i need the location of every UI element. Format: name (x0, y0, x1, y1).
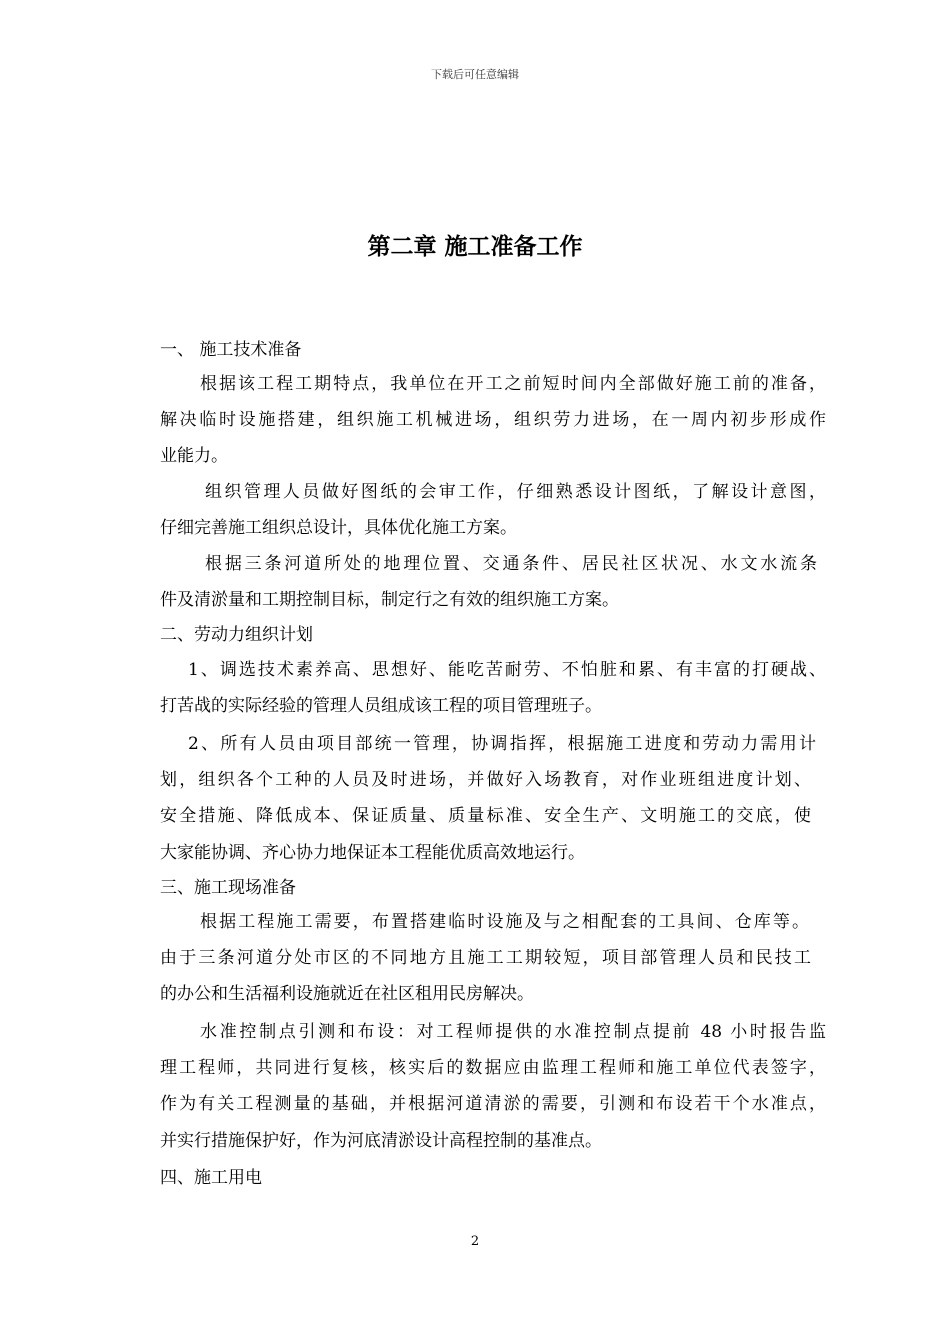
paragraph-line: 的办公和生活福利设施就近在社区租用民房解决。 (160, 984, 534, 1004)
paragraph-line: 件及清淤量和工期控制目标，制定行之有效的组织施工方案。 (160, 590, 619, 610)
paragraph-line: 划，组织各个工种的人员及时进场，并做好入场教育，对作业班组进度计划、 (160, 770, 811, 790)
paragraph-line: 打苦战的实际经验的管理人员组成该工程的项目管理班子。 (160, 696, 602, 716)
paragraph-line: 仔细完善施工组织总设计，具体优化施工方案。 (160, 518, 517, 538)
section-heading-2: 二、劳动力组织计划 (160, 625, 313, 645)
paragraph-line: 并实行措施保护好，作为河底清淤设计高程控制的基准点。 (160, 1131, 602, 1151)
section-heading-3: 三、施工现场准备 (160, 878, 296, 898)
page-header-note: 下载后可任意编辑 (431, 68, 519, 81)
paragraph-line: 根据工程施工需要，布置搭建临时设施及与之相配套的工具间、仓库等。 (200, 912, 809, 932)
paragraph-line: 根据该工程工期特点，我单位在开工之前短时间内全部做好施工前的准备， (200, 374, 826, 394)
paragraph-line: 由于三条河道分处市区的不同地方且施工工期较短，项目部管理人员和民技工 (160, 948, 811, 968)
paragraph-line: 水准控制点引测和布设：对工程师提供的水准控制点提前 48 小时报告监 (200, 1022, 826, 1042)
paragraph-line: 理工程师，共同进行复核，核实后的数据应由监理工程师和施工单位代表签字， (160, 1058, 826, 1078)
paragraph-line: 作为有关工程测量的基础，并根据河道清淤的需要，引测和布设若干个水准点， (160, 1094, 826, 1114)
chapter-title: 第二章 施工准备工作 (367, 233, 583, 260)
paragraph-line: 组织管理人员做好图纸的会审工作，仔细熟悉设计图纸，了解设计意图， (205, 482, 826, 502)
section-heading-4: 四、施工用电 (160, 1168, 262, 1188)
paragraph-line: 大家能协调、齐心协力地保证本工程能优质高效地运行。 (160, 843, 585, 863)
page-number: 2 (470, 1234, 480, 1249)
section-heading-1: 一、 施工技术准备 (160, 340, 302, 360)
paragraph-line: 1、调选技术素养高、思想好、能吃苦耐劳、不怕脏和累、有丰富的打硬战、 (188, 660, 826, 680)
paragraph-line: 解决临时设施搭建，组织施工机械进场，组织劳力进场，在一周内初步形成作 (160, 410, 826, 430)
paragraph-line: 业能力。 (160, 446, 228, 466)
paragraph-line: 根据三条河道所处的地理位置、交通条件、居民社区状况、水文水流条 (205, 554, 817, 574)
paragraph-line: 2、所有人员由项目部统一管理，协调指挥，根据施工进度和劳动力需用计 (188, 734, 816, 754)
paragraph-line: 安全措施、降低成本、保证质量、质量标准、安全生产、文明施工的交底，使 (160, 806, 811, 826)
